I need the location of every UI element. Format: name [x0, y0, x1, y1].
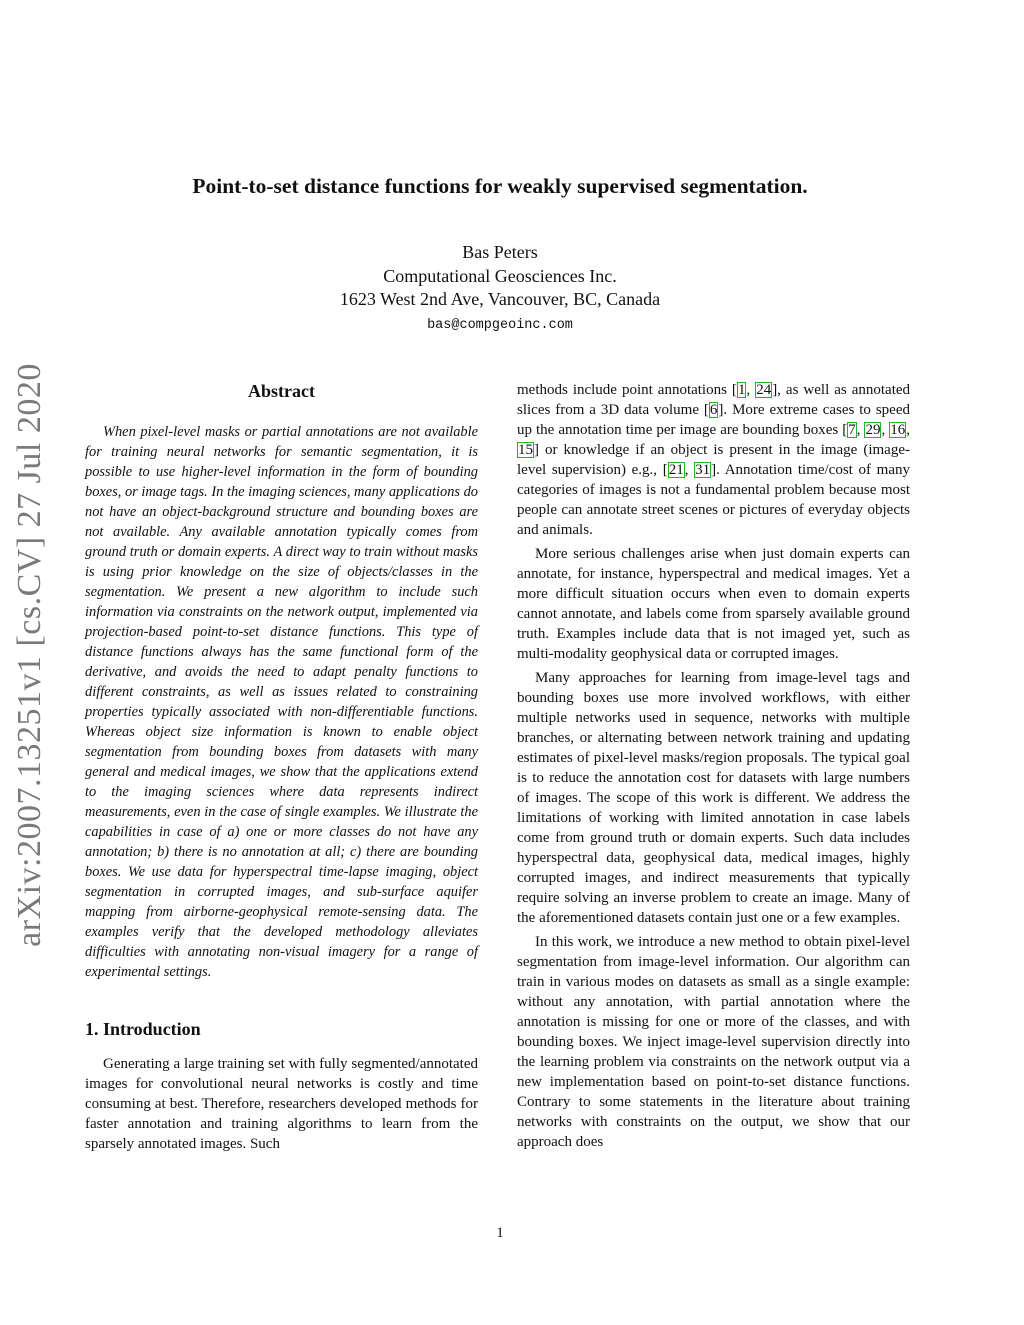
intro-paragraph-continued [517, 380, 910, 540]
intro-paragraph-3: Many approaches for learning from image-level tags and bounding boxes use more involved workflows, with either multiple networks used in sequence, networks with multiple branches, or alternating between network training and updating estimates of pixel-level masks/region proposals. The typical goal is to reduce the annotation cost for datasets with large numbers of images. The scope of this work is different. We address the limitations of working with limited annotation in case labels come from ground truth or domain experts. Such data includes hyperspectral data, geophysical data, medical images, highly corrupted images, and indirect measurements that typically require solving an inverse problem to create an image. Many of the aforementioned datasets contain just one or a few examples. [517, 670, 910, 926]
citation-link[interactable]: 1 [737, 382, 746, 398]
citation-link[interactable]: 6 [709, 402, 718, 418]
citation-link[interactable]: 31 [695, 462, 711, 478]
citation-link[interactable]: 7 [848, 422, 856, 438]
author-block [0, 241, 1000, 337]
citation-link[interactable]: 21 [668, 462, 684, 478]
text-run: methods include point annotations [ [517, 382, 737, 398]
citation-separator: , [881, 422, 890, 438]
author-name: Bas Peters [462, 242, 538, 262]
abstract-text: When pixel-level masks or partial annotations are not available for training neural networks for semantic segmentation, it is possible to use higher-level information in the form of bounding boxes, or image tags. In the imaging sciences, many applications do not have an object-background structure and bounding boxes are not available. Any available annotation typically comes from ground truth or domain experts. A direct way to train without masks is using prior knowledge on the size of objects/classes in the segmentation. We present a new algorithm to include such information via constraints on the network output, implemented via projection-based point-to-set distance functions. This type of distance functions always has the same functional form of the derivative, and avoids the need to adapt penalty functions to different constraints, as well as issues related to constraining properties typically associated with non-differentiable functions. Whereas object size information is known to enable object segmentation from bounding boxes from datasets with many general and medical images, we show that the applications extend to the imaging sciences where data represents indirect measurements, even in the case of single examples. We illustrate the capabilities in case of a) one or more classes do not have any annotation; b) there is no annotation at all; c) there are bounding boxes. We use data for hyperspectral time-lapse imaging, object segmentation in corrupted images, and sub-surface aquifer mapping from airborne-geophysical remote-sensing data. The examples verify that the developed methodology alleviates difficulties with annotating non-visual imagery for a range of experimental settings. [85, 424, 478, 980]
citation-separator: , [906, 422, 910, 438]
introduction-paragraph: Generating a large training set with fully segmented/annotated images for convolutional neural networks is costly and time consuming at best. Therefore, researchers developed methods for faster annotation and training algorithms to learn from the sparsely annotated images. Such [85, 1056, 478, 1152]
right-column [517, 380, 910, 1156]
citation-link[interactable]: 29 [865, 422, 881, 438]
page-number: 1 [496, 1225, 504, 1241]
text-run: ] or knowledge if an object is present in the image (image-level supervision) e.g., [ [517, 442, 910, 478]
author-email: bas@compgeoinc.com [427, 317, 573, 333]
arxiv-identifier [0, 365, 60, 945]
text-run: ]. More extreme cases to speed up the annotation time per image are bounding boxes [ [517, 402, 910, 438]
arxiv-id-text: arXiv:2007.13251v1 [cs.CV] 27 Jul 2020 [11, 363, 48, 947]
citation-separator: , [856, 422, 865, 438]
citation-link[interactable]: 24 [756, 382, 772, 398]
intro-paragraph-4: In this work, we introduce a new method to obtain pixel-level segmentation from image-level information. Our algorithm can train in various modes on datasets as small as a single example: without any annotation, with partial annotation where the annotation is missing for one or more of the classes, and with bounding boxes. We inject image-level supervision directly into the learning problem via constraints on the network output via a new implementation based on point-to-set distance functions. Contrary to some statements in the literature about training networks with constraints on the output, we show that our approach does [517, 934, 910, 1150]
citation-link[interactable]: 15 [518, 442, 533, 458]
abstract-heading: Abstract [248, 381, 315, 401]
left-column [85, 380, 478, 1158]
author-affiliation: Computational Geosciences Inc. [383, 265, 617, 286]
citation-separator: , [684, 462, 695, 478]
text-run: ], as well as annotated slices from a 3D data volume [ [517, 382, 911, 418]
text-run: ]. Annotation time/cost of many categories of images is not a fundamental problem because most people can annotate street scenes or pictures of everyday objects and animals. [517, 462, 910, 538]
paper-title: Point-to-set distance functions for weakly supervised segmentation. [192, 174, 808, 198]
citation-link[interactable]: 16 [890, 422, 906, 438]
introduction-heading: 1. Introduction [85, 1019, 201, 1039]
citation-separator: , [746, 382, 756, 398]
intro-paragraph-2: More serious challenges arise when just domain experts can annotate, for instance, hyperspectral and medical images. Yet a more difficult situation occurs when even to domain experts cannot annotate, and labels come from sparsely available ground truth. Examples include data that is not imaged yet, such as multi-modality geophysical data or corrupted images. [517, 546, 910, 662]
author-address: 1623 West 2nd Ave, Vancouver, BC, Canada [339, 289, 661, 309]
